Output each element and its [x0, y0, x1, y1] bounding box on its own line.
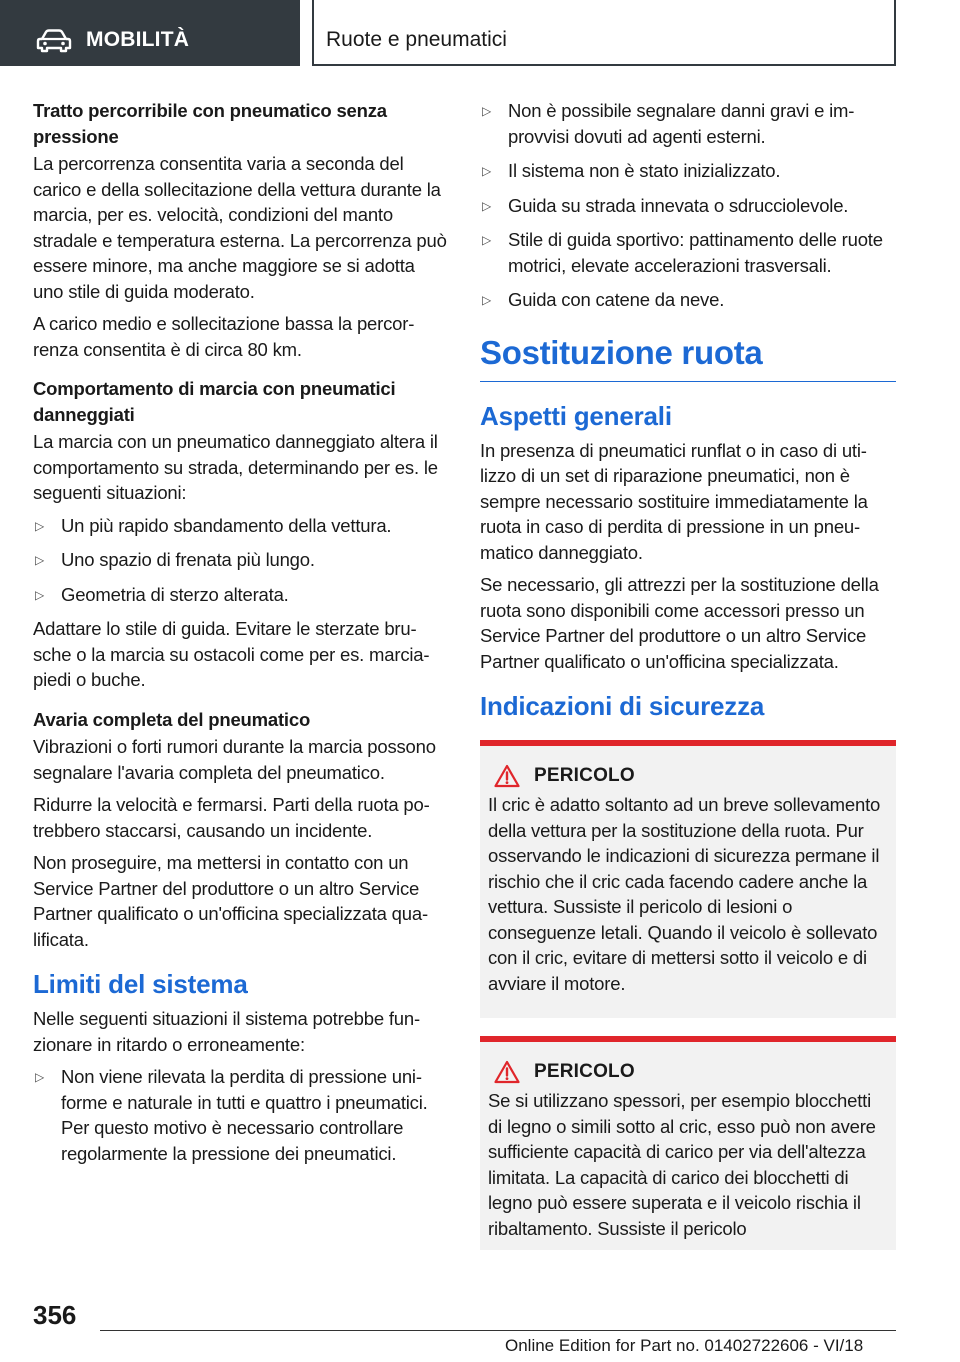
right-column	[480, 98, 896, 1250]
page-number: 356	[33, 1300, 77, 1330]
danger-notice	[480, 740, 896, 1018]
list-item: ▷ Un più rapido sbandamento della vettura.	[33, 513, 447, 539]
danger-label: PERICOLO	[534, 765, 635, 786]
triangle-bullet-icon: ▷	[482, 198, 492, 213]
section-tab	[0, 0, 300, 66]
heading-safety-notes: Indicazioni di sicurezza	[480, 691, 765, 721]
footer-divider	[100, 1330, 896, 1331]
list-item: ▷ Non viene rilevata la perdita di pressione uniforme e naturale in tutti e quattro i pneumatici. Per questo motivo è necessario controllare regolarmente la pressione dei pneumatici.	[35, 1066, 428, 1164]
heading-system-limits: Limiti del sistema	[33, 969, 248, 999]
list-item: ▷ Il sistema non è stato inizializzato.	[480, 158, 896, 184]
triangle-bullet-icon: ▷	[482, 233, 492, 247]
car-icon	[36, 29, 72, 53]
triangle-bullet-icon: ▷	[482, 104, 492, 118]
triangle-bullet-icon: ▷	[35, 1070, 45, 1084]
paragraph: La percorrenza consentita varia a seconda del carico e della sollecitazione della vettura durante la marcia, per es. velocità, condizioni del manto stradale e temperatura esterna. La percorrenza può essere minore, ma anche maggiore se si adotta uno stile di guida moderato.	[33, 153, 447, 302]
triangle-bullet-icon: ▷	[35, 518, 45, 533]
heading-wheel-change: Sostituzione ruota	[480, 333, 896, 382]
list-item: ▷ Uno spazio di frenata più lungo.	[33, 547, 447, 573]
paragraph: Se necessario, gli attrezzi per la sostituzione della ruota sono disponibili come accessori presso un Service Partner del produttore o un altro Service Partner qualificato o un'officina specializzata.	[480, 574, 879, 672]
triangle-bullet-icon: ▷	[482, 164, 492, 178]
heading-general-aspects: Aspetti generali	[480, 400, 672, 431]
subheading-flat-tire-range: Tratto percorribile con pneumatico senza pressione	[33, 100, 387, 147]
chapter-tab	[312, 0, 896, 66]
paragraph: La marcia con un pneumatico danneggiato altera il comportamento su strada, determinando per es. le seguenti situazioni:	[33, 431, 438, 503]
paragraph: Nelle seguenti situazioni il sistema potrebbe funzionare in ritardo o erroneamente:	[33, 1008, 421, 1055]
warning-triangle-icon	[494, 1060, 520, 1084]
bullet-list	[480, 98, 896, 313]
triangle-bullet-icon: ▷	[35, 587, 45, 602]
footer-edition: Online Edition for Part no. 01402722606 - VI/18	[505, 1336, 864, 1355]
subheading-complete-failure: Avaria completa del pneumatico	[33, 708, 311, 730]
section-tab-label: MOBILITÀ	[86, 28, 190, 51]
paragraph: Ridurre la velocità e fermarsi. Parti della ruota potrebbero staccarsi, causando un incidente.	[33, 794, 430, 841]
paragraph: A carico medio e sollecitazione bassa la percorrenza consentita è di circa 80 km.	[33, 313, 415, 360]
bullet-list	[33, 1064, 447, 1166]
bullet-list	[33, 513, 447, 608]
list-item: ▷ Stile di guida sportivo: pattinamento delle ruote motrici, elevate accelerazioni trasversali.	[482, 229, 883, 276]
page-header	[0, 0, 960, 66]
danger-notice	[480, 1036, 896, 1250]
danger-text: Se si utilizzano spessori, per esempio blocchetti di legno o simili sotto al cric, esso può non avere sufficiente capacità di carico per via dell'altezza limitata. La capacità di carico dei blocchetti di legno può essere superata e il veicolo rischia il ribaltamento. Sussiste il pericolo	[488, 1090, 876, 1239]
triangle-bullet-icon: ▷	[482, 293, 492, 307]
triangle-bullet-icon: ▷	[35, 553, 45, 567]
chapter-tab-label: Ruote e pneumatici	[326, 28, 507, 51]
list-item: ▷ Geometria di sterzo alterata.	[33, 582, 447, 608]
danger-label: PERICOLO	[534, 1061, 635, 1082]
paragraph: In presenza di pneumatici runflat o in caso di utilizzo di un set di riparazione pneumatici, non è sempre necessario sostituire immediatamente la ruota in caso di perdita di pressione in un pneumatico danneggiato.	[480, 439, 868, 563]
paragraph: Vibrazioni o forti rumori durante la marcia possono segnalare l'avaria completa del pneumatico.	[33, 736, 436, 783]
list-item: ▷ Guida su strada innevata o sdrucciolevole.	[480, 193, 896, 219]
paragraph: Adattare lo stile di guida. Evitare le sterzate brusche o la marcia su ostacoli come per es. marciapiedi o buche.	[33, 618, 430, 690]
list-item: ▷ Non è possibile segnalare danni gravi e improvvisi dovuti ad agenti esterni.	[482, 100, 855, 147]
paragraph: Non proseguire, ma mettersi in contatto con un Service Partner del produttore o un altro Service Partner qualificato o un'officina specializzata qualificata.	[33, 852, 429, 950]
danger-text: Il cric è adatto soltanto ad un breve sollevamento della vettura per la sostituzione della ruota. Pur osservando le indicazioni di sicurezza permane il rischio che il cric cada facendo cadere anche la vettura. Sussiste il pericolo di lesioni o conseguenze letali. Quando il veicolo è sollevato con il cric, evitare di mettersi sotto il veicolo e di avviare il motore.	[488, 794, 881, 994]
danger-title	[488, 1060, 886, 1084]
left-column	[33, 98, 447, 1175]
danger-title	[488, 764, 886, 788]
subheading-driving-behavior: Comportamento di marcia con pneumatici danneggiati	[33, 378, 396, 425]
warning-triangle-icon	[494, 764, 520, 788]
list-item: ▷ Guida con catene da neve.	[480, 287, 896, 313]
